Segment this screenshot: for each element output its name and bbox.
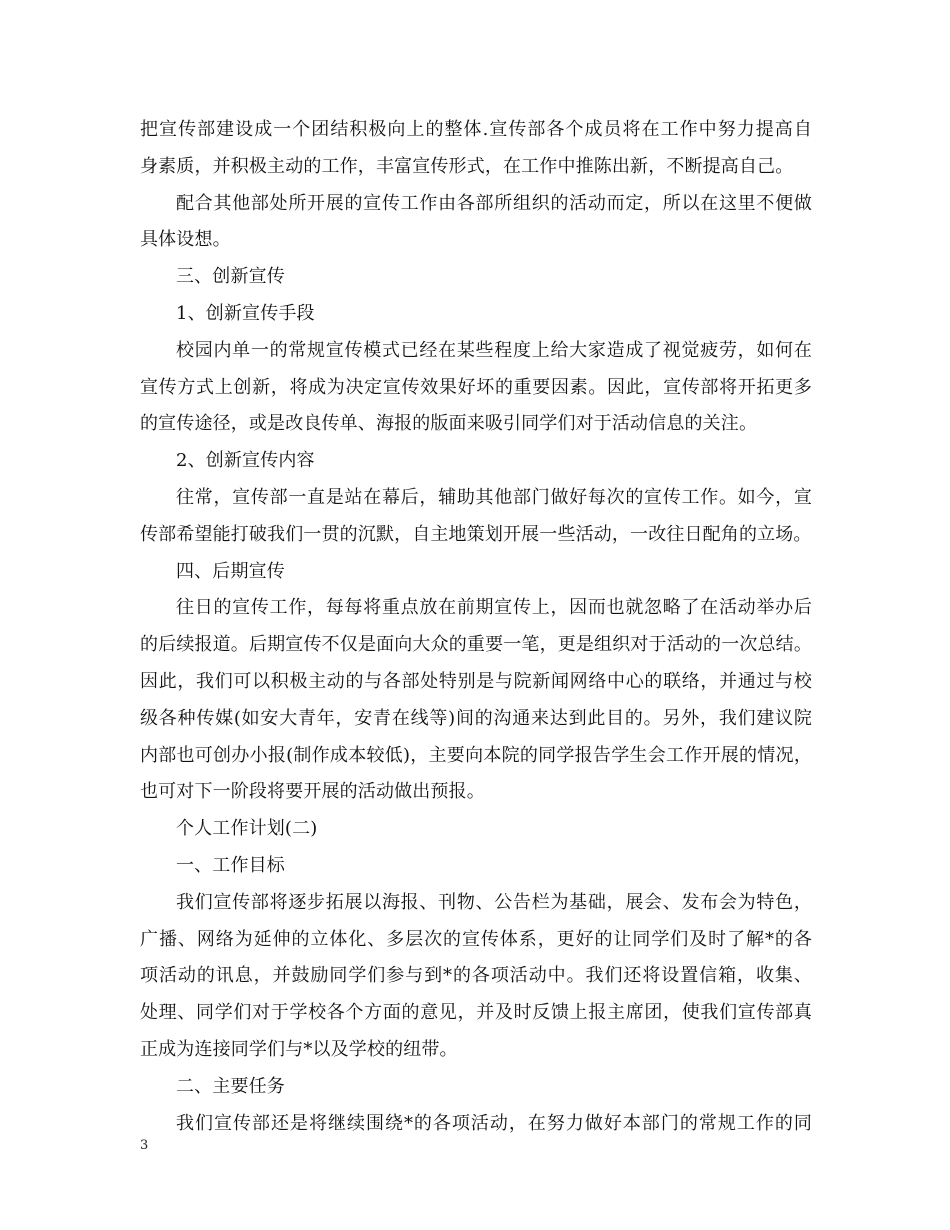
text-line: 级各种传媒(如安大青年，安青在线等)间的沟通来达到此目的。另外，我们建议院 [140, 707, 812, 729]
document-body [140, 112, 812, 1142]
text-line: 把宣传部建设成一个团结积极向上的整体.宣传部各个成员将在工作中努力提高自 [140, 119, 812, 140]
text-line: 我们宣传部将逐步拓展以海报、刊物、公告栏为基础，展会、发布会为特色， [176, 891, 812, 913]
text-line: 四、后期宣传 [176, 560, 285, 582]
text-line: 的宣传途径，或是改良传单、海报的版面来吸引同学们对于活动信息的关注。 [140, 413, 758, 435]
text-line: 内部也可创办小报(制作成本较低)，主要向本院的同学报告学生会工作开展的情况， [140, 744, 812, 766]
text-line: 传部希望能打破我们一贯的沉默，自主地策划开展一些活动，一改往日配角的立场。 [140, 523, 812, 545]
text-line: 1、创新宣传手段 [176, 302, 315, 324]
text-line: 处理、同学们对于学校各个方面的意见，并及时反馈上报主席团，使我们宣传部真 [140, 1002, 812, 1024]
text-line: 具体设想。 [140, 229, 231, 251]
text-line: 的后续报道。后期宣传不仅是面向大众的重要一笔，更是组织对于活动的一次总结。 [140, 634, 812, 656]
text-line: 往日的宣传工作，每每将重点放在前期宣传上，因而也就忽略了在活动举办后 [176, 597, 812, 619]
text-line: 我们宣传部还是将继续围绕*的各项活动，在努力做好本部门的常规工作的同 [176, 1112, 812, 1134]
text-line: 因此，我们可以积极主动的与各部处特别是与院新闻网络中心的联络，并通过与校 [140, 670, 812, 692]
text-line: 身素质，并积极主动的工作，丰富宣传形式，在工作中推陈出新，不断提高自己。 [140, 155, 794, 177]
text-line: 项活动的讯息，并鼓励同学们参与到*的各项活动中。我们还将设置信箱，收集、 [140, 965, 812, 987]
text-line: 配合其他部处所开展的宣传工作由各部所组织的活动而定，所以在这里不便做 [176, 192, 812, 214]
text-line: 正成为连接同学们与*以及学校的纽带。 [140, 1038, 458, 1060]
text-line: 个人工作计划(二) [176, 818, 318, 840]
text-line: 二、主要任务 [176, 1075, 285, 1097]
text-line: 宣传方式上创新，将成为决定宣传效果好坏的重要因素。因此，宣传部将开拓更多 [140, 376, 812, 398]
text-line: 一、工作目标 [176, 854, 285, 876]
text-line: 广播、网络为延伸的立体化、多层次的宣传体系，更好的让同学们及时了解*的各 [140, 928, 812, 950]
text-line: 也可对下一阶段将要开展的活动做出预报。 [140, 781, 485, 803]
text-line: 校园内单一的常规宣传模式已经在某些程度上给大家造成了视觉疲劳，如何在 [176, 339, 812, 361]
text-line: 2、创新宣传内容 [176, 450, 315, 472]
text-line: 往常，宣传部一直是站在幕后，辅助其他部门做好每次的宣传工作。如今，宣 [176, 486, 812, 508]
text-line: 三、创新宣传 [176, 266, 285, 288]
page-number: 3 [140, 1138, 149, 1153]
